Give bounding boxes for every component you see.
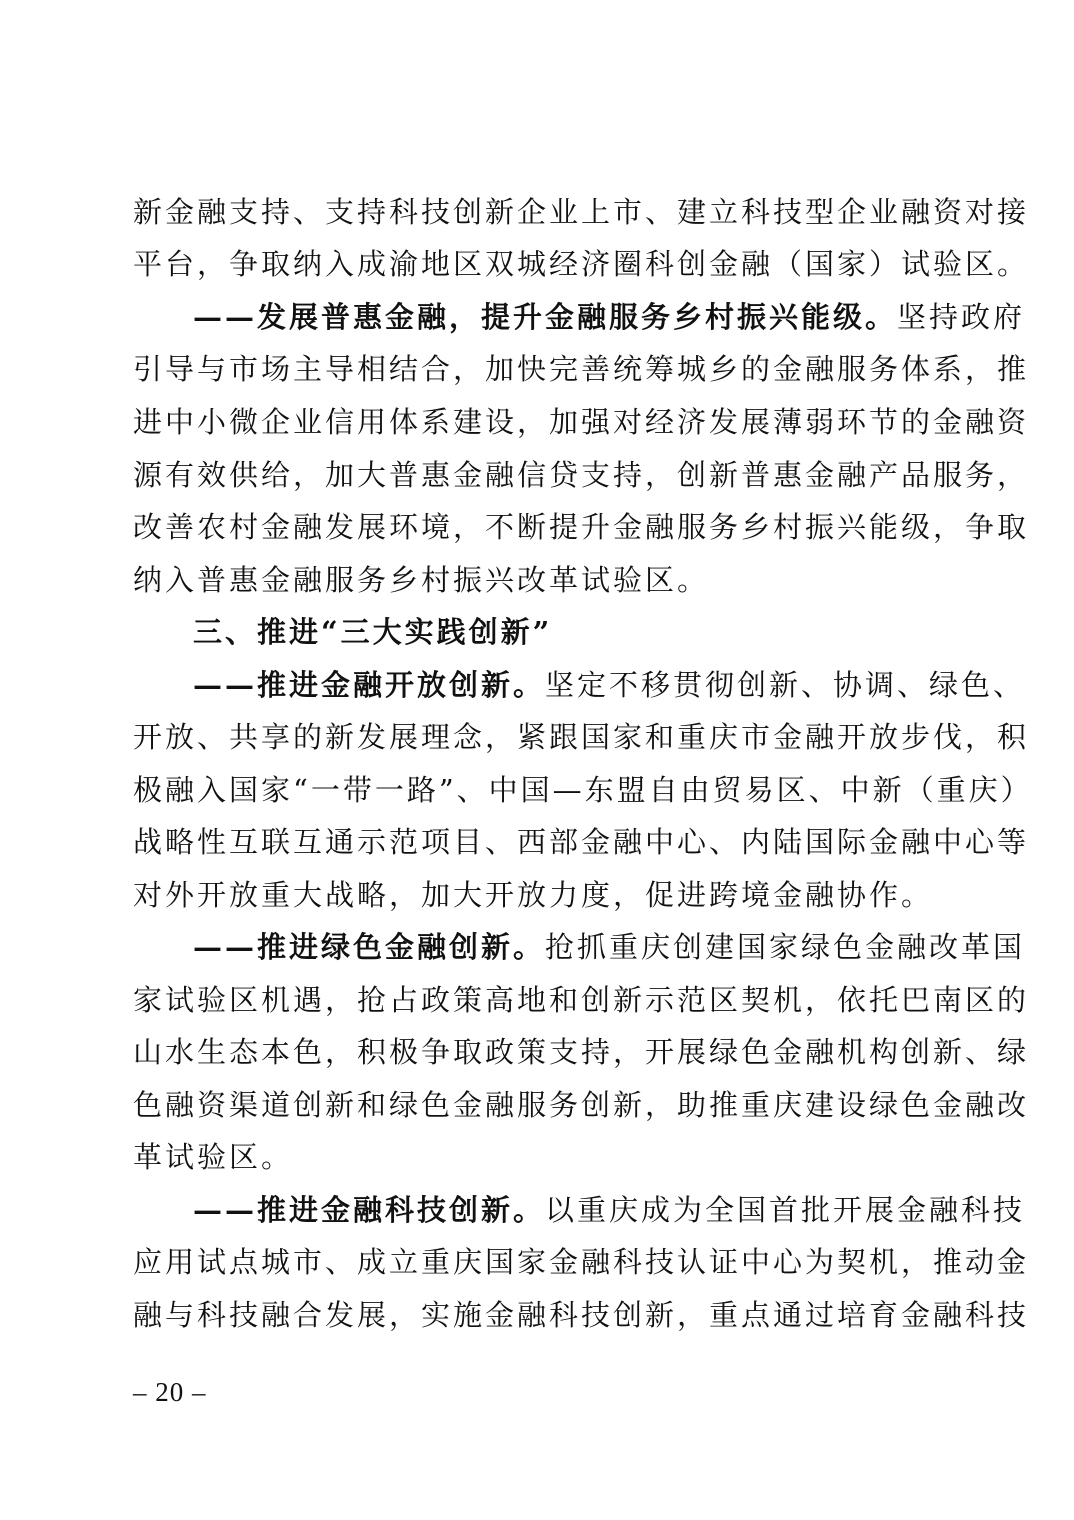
paragraph-text: 坚持政府	[897, 300, 1026, 334]
paragraph-first-line	[193, 659, 1026, 711]
paragraph-line: 革试验区。	[133, 1140, 294, 1174]
paragraph-line: 开放、共享的新发展理念，紧跟国家和重庆市金融开放步伐，积	[133, 720, 1030, 754]
paragraph-first-line	[193, 1184, 1026, 1236]
paragraph-line: 家试验区机遇，抢占政策高地和创新示范区契机，依托巴南区的	[133, 983, 1030, 1017]
page-number: – 20 –	[133, 1377, 207, 1407]
paragraph-line: 色融资渠道创新和绿色金融服务创新，助推重庆建设绿色金融改	[133, 1088, 1030, 1122]
paragraph-line: 对外开放重大战略，加大开放力度，促进跨境金融协作。	[133, 878, 934, 912]
paragraph-text: 抢抓重庆创建国家绿色金融改革国	[545, 930, 1026, 964]
paragraph-text: 以重庆成为全国首批开展金融科技	[545, 1193, 1026, 1227]
paragraph-lead: ——推进金融科技创新。	[193, 1193, 546, 1227]
paragraph-lead: ——推进绿色金融创新。	[193, 930, 546, 964]
paragraph-lead: ——发展普惠金融，提升金融服务乡村振兴能级。	[193, 300, 898, 334]
paragraph-lead: ——推进金融开放创新。	[193, 668, 546, 702]
paragraph-line: 源有效供给，加大普惠金融信贷支持，创新普惠金融产品服务，	[133, 458, 1030, 492]
paragraph-first-line	[193, 291, 1026, 343]
paragraph-line: 新金融支持、支持科技创新企业上市、建立科技型企业融资对接	[133, 195, 1030, 229]
paragraph-first-line	[193, 921, 1026, 973]
paragraph-line: 纳入普惠金融服务乡村振兴改革试验区。	[133, 563, 710, 597]
paragraph-line: 融与科技融合发展，实施金融科技创新，重点通过培育金融科技	[133, 1298, 1030, 1332]
paragraph-text: 坚定不移贯彻创新、协调、绿色、	[545, 668, 1026, 702]
paragraph-line: 平台，争取纳入成渝地区双城经济圈科创金融（国家）试验区。	[133, 247, 1030, 281]
paragraph-line: 战略性互联互通示范项目、西部金融中心、内陆国际金融中心等	[133, 825, 1030, 859]
paragraph-line: 进中小微企业信用体系建设，加强对经济发展薄弱环节的金融资	[133, 405, 1030, 439]
section-heading: 三、推进“三大实践创新”	[193, 615, 553, 649]
paragraph-line: 改善农村金融发展环境，不断提升金融服务乡村振兴能级，争取	[133, 510, 1030, 544]
paragraph-line: 极融入国家“一带一路”、中国—东盟自由贸易区、中新（重庆）	[133, 773, 1033, 807]
paragraph-line: 引导与市场主导相结合，加快完善统筹城乡的金融服务体系，推	[133, 352, 1030, 386]
paragraph-line: 山水生态本色，积极争取政策支持，开展绿色金融机构创新、绿	[133, 1035, 1030, 1069]
paragraph-line: 应用试点城市、成立重庆国家金融科技认证中心为契机，推动金	[133, 1245, 1030, 1279]
